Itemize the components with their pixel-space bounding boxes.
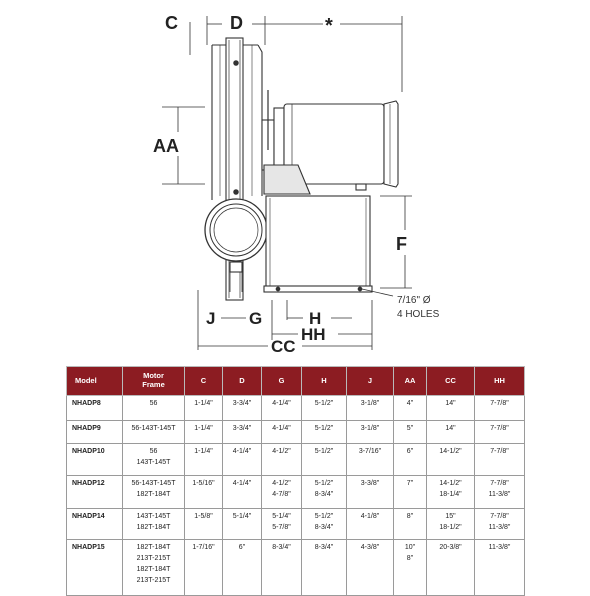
cell-line: 6": [238, 544, 246, 551]
cell-hh: [475, 476, 525, 509]
cell-j: [347, 476, 394, 509]
cell-line: 4-1/4": [272, 400, 291, 407]
cell-d: [223, 421, 262, 444]
dim-label-c: C: [165, 13, 178, 33]
table-body: [67, 396, 525, 596]
cell-line: 5-1/4": [232, 513, 252, 520]
cell-line: 10": [404, 544, 416, 551]
cell-line: 14": [445, 400, 456, 407]
cell-h: [302, 509, 347, 540]
dim-label-j: J: [206, 309, 216, 328]
cell-line: 56-143T-145T: [131, 425, 176, 432]
cell-cc: [427, 509, 475, 540]
cell-motor-frame: [123, 540, 185, 596]
cell-j: [347, 396, 394, 421]
cell-motor-frame: [123, 396, 185, 421]
cell-aa: [394, 476, 427, 509]
cell-c: [185, 444, 223, 476]
cell-h: [302, 476, 347, 509]
hole-note-count: 4 HOLES: [397, 309, 440, 320]
cell-line: 3-3/8": [360, 480, 380, 487]
cell-c: [185, 476, 223, 509]
cell-line: 4-3/8": [360, 544, 380, 551]
dim-label-h: H: [309, 309, 322, 328]
cell-c: [185, 509, 223, 540]
cell-line: 8": [406, 513, 414, 520]
cell-line: 20-3/8": [439, 544, 462, 551]
table-header-row: [67, 367, 525, 396]
cell-d: [223, 396, 262, 421]
cell-line: 14-1/2": [439, 480, 462, 487]
cell-g: [262, 444, 302, 476]
cell-line: 7": [406, 480, 414, 487]
col-header-aa: AA: [394, 367, 427, 396]
cell-g: [262, 540, 302, 596]
cell-line: 182T-184T: [136, 490, 171, 498]
blower-housing: [205, 38, 267, 300]
cell-aa: [394, 509, 427, 540]
cell-aa: [394, 421, 427, 444]
cell-j: [347, 444, 394, 476]
col-header-d: D: [223, 367, 262, 396]
cell-line: 3-3/4": [232, 425, 252, 432]
cell-line: 182T-184T: [136, 565, 171, 573]
col-header-motor-frame: [123, 367, 185, 396]
cell-line: 143T-145T: [136, 458, 171, 466]
col-header-g: G: [262, 367, 302, 396]
cell-hh: [475, 509, 525, 540]
dim-label-hh: HH: [301, 325, 326, 344]
cell-model: NHADP9: [67, 421, 123, 444]
cell-motor-frame: [123, 509, 185, 540]
col-header-c: C: [185, 367, 223, 396]
cell-line: 6": [406, 448, 414, 455]
cell-line: 18-1/4": [439, 490, 462, 498]
cell-line: 5-1/4": [272, 513, 291, 520]
col-header-hh: HH: [475, 367, 525, 396]
cell-line: 4-1/4": [232, 480, 252, 487]
cell-motor-frame: [123, 421, 185, 444]
cell-hh: [475, 421, 525, 444]
cell-line: 5-1/2": [314, 400, 334, 407]
cell-g: [262, 421, 302, 444]
cell-d: [223, 540, 262, 596]
cell-cc: [427, 476, 475, 509]
top-dimension-lines: [190, 16, 402, 92]
col-header-j: J: [347, 367, 394, 396]
dim-label-cc: CC: [271, 337, 296, 356]
dim-label-star: *: [325, 15, 333, 37]
cell-aa: [394, 396, 427, 421]
cell-line: 1-1/4": [194, 425, 213, 432]
cell-j: [347, 540, 394, 596]
cell-d: [223, 509, 262, 540]
col-header-model: Model: [67, 367, 123, 396]
dim-label-aa: AA: [153, 136, 179, 156]
cell-model: NHADP14: [67, 509, 123, 540]
cell-c: [185, 540, 223, 596]
cell-line: 7-7/8": [490, 513, 509, 520]
cell-line: 3-1/8": [360, 400, 380, 407]
cell-h: [302, 444, 347, 476]
cell-h: [302, 421, 347, 444]
cell-line: 5": [406, 425, 414, 432]
cell-line: 3-3/4": [232, 400, 252, 407]
cell-aa: [394, 540, 427, 596]
cell-line: 56-143T-145T: [131, 480, 176, 487]
cell-line: 7-7/8": [490, 425, 509, 432]
cell-cc: [427, 396, 475, 421]
cell-line: 3-7/16": [358, 448, 382, 455]
table-row: [67, 509, 525, 540]
table-row: [67, 540, 525, 596]
table-row: [67, 476, 525, 509]
table-row: [67, 396, 525, 421]
cell-line: 1-1/4": [194, 448, 213, 455]
cell-motor-frame: [123, 476, 185, 509]
cell-line: 4-1/4": [232, 448, 252, 455]
cell-model: NHADP8: [67, 396, 123, 421]
cell-model: NHADP15: [67, 540, 123, 596]
hole-note-diameter: 7/16" Ø: [397, 295, 431, 306]
cell-c: [185, 396, 223, 421]
cell-line: 14-1/2": [439, 448, 462, 455]
table-row: [67, 421, 525, 444]
cell-line: 182T-184T: [136, 523, 171, 531]
cell-line: 4": [406, 400, 414, 407]
cell-cc: [427, 540, 475, 596]
cell-cc: [427, 444, 475, 476]
cell-line: 4-1/4": [272, 425, 291, 432]
cell-line: 4-1/2": [272, 448, 291, 455]
cell-line: 11-3/8": [488, 544, 511, 551]
cell-line: 4-1/8": [360, 513, 380, 520]
col-header-h: H: [302, 367, 347, 396]
cell-g: [262, 396, 302, 421]
cell-line: 8-3/4": [272, 544, 291, 551]
cell-g: [262, 509, 302, 540]
cell-line: 182T-184T: [136, 544, 171, 551]
dim-label-d: D: [230, 13, 243, 33]
cell-line: 5-1/2": [314, 448, 334, 455]
cell-aa: [394, 444, 427, 476]
cell-j: [347, 421, 394, 444]
cell-line: 7-7/8": [490, 400, 509, 407]
cell-line: 213T-215T: [136, 554, 171, 562]
cell-h: [302, 396, 347, 421]
cell-line: 56: [149, 448, 158, 455]
dim-label-g: G: [249, 309, 263, 328]
table-row: [67, 444, 525, 476]
cell-d: [223, 476, 262, 509]
cell-hh: [475, 540, 525, 596]
cell-line: 3-1/8": [360, 425, 380, 432]
cell-model: NHADP12: [67, 476, 123, 509]
cell-line: 7-7/8": [490, 480, 509, 487]
cell-line: 56: [149, 400, 158, 407]
col-header-motor-frame-text: Motor Frame: [142, 371, 165, 389]
cell-line: 11-3/8": [488, 523, 511, 531]
cell-d: [223, 444, 262, 476]
cell-h: [302, 540, 347, 596]
cell-g: [262, 476, 302, 509]
cell-line: 4-7/8": [272, 490, 291, 498]
cell-hh: [475, 444, 525, 476]
cell-line: 5-1/2": [314, 425, 334, 432]
cell-line: 14": [445, 425, 456, 432]
cell-line: 4-1/2": [272, 480, 291, 487]
col-header-cc: CC: [427, 367, 475, 396]
cell-cc: [427, 421, 475, 444]
cell-line: 8-3/4": [314, 490, 334, 498]
cell-model: NHADP10: [67, 444, 123, 476]
cell-line: 18-1/2": [439, 523, 462, 531]
cell-motor-frame: [123, 444, 185, 476]
cell-line: 8-3/4": [314, 544, 334, 551]
dimensions-table: [66, 366, 525, 596]
cell-line: 8-3/4": [314, 523, 334, 531]
cell-line: 5-1/2": [314, 513, 334, 520]
cell-line: 5-7/8": [272, 523, 291, 531]
cell-hh: [475, 396, 525, 421]
cell-line: 213T-215T: [136, 576, 171, 584]
cell-line: 8": [406, 554, 414, 562]
cell-line: 7-7/8": [490, 448, 509, 455]
cell-j: [347, 509, 394, 540]
cell-line: 5-1/2": [314, 480, 334, 487]
cell-line: 15": [445, 513, 456, 520]
dim-label-f: F: [396, 234, 407, 254]
cell-line: 1-7/16": [192, 544, 215, 551]
cell-line: 143T-145T: [136, 513, 171, 520]
cell-c: [185, 421, 223, 444]
cell-line: 11-3/8": [488, 490, 511, 498]
cell-line: 1-5/8": [194, 513, 213, 520]
cell-line: 1-1/4": [194, 400, 213, 407]
cell-line: 1-5/16": [192, 480, 215, 487]
